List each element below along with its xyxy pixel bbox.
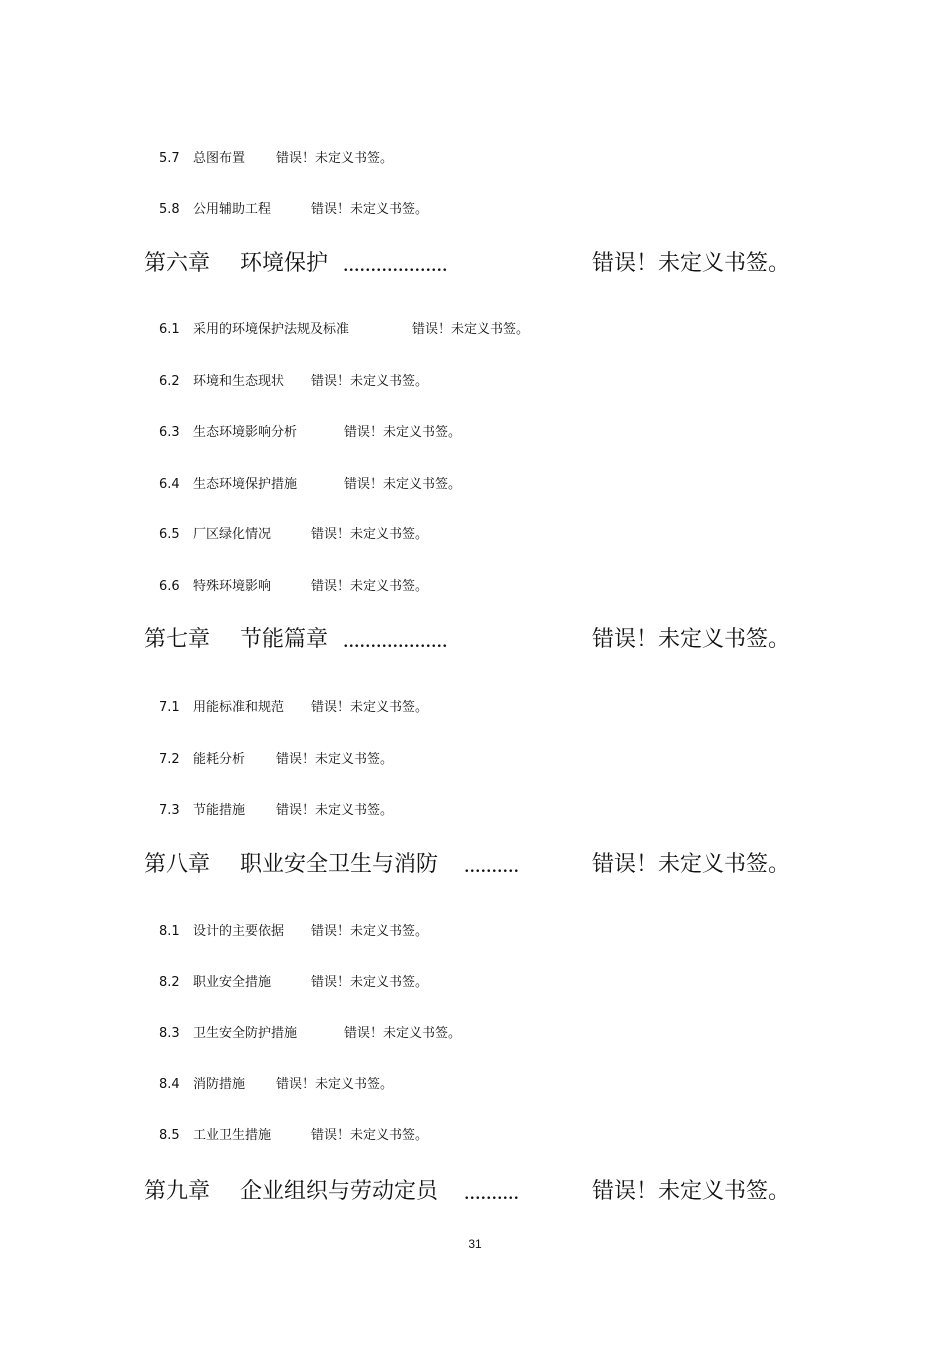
leader-dots: .......... [464, 852, 519, 877]
error-text: 错误！未定义书签。 [311, 527, 429, 542]
error-text: 错误！未定义书签。 [311, 579, 429, 594]
section-number: 8.4 [159, 1077, 180, 1092]
section-title: 工业卫生措施 [193, 1128, 272, 1143]
error-text: 错误！未定义书签。 [592, 852, 791, 877]
section-title: 厂区绿化情况 [193, 527, 272, 542]
section-title: 环境和生态现状 [193, 374, 285, 389]
chapter-number: 第七章 [144, 627, 211, 652]
section-number: 5.7 [159, 151, 180, 166]
section-number: 6.3 [159, 425, 180, 440]
leader-dots: .......... [464, 1179, 519, 1204]
error-text: 错误！未定义书签。 [311, 374, 429, 389]
section-title: 设计的主要依据 [193, 924, 285, 939]
section-title: 消防措施 [193, 1077, 246, 1092]
section-number: 7.2 [159, 752, 180, 767]
section-number: 8.1 [159, 924, 180, 939]
section-title: 生态环境保护措施 [193, 477, 298, 492]
leader-dots: ................... [343, 251, 448, 276]
section-title: 节能措施 [193, 803, 246, 818]
section-number: 6.4 [159, 477, 180, 492]
leader-dots: ................... [343, 627, 448, 652]
error-text: 错误！未定义书签。 [276, 803, 394, 818]
error-text: 错误！未定义书签。 [412, 322, 530, 337]
error-text: 错误！未定义书签。 [592, 251, 791, 276]
section-title: 采用的环境保护法规及标准 [193, 322, 350, 337]
section-title: 职业安全措施 [193, 975, 272, 990]
section-title: 卫生安全防护措施 [193, 1026, 298, 1041]
error-text: 错误！未定义书签。 [276, 151, 394, 166]
error-text: 错误！未定义书签。 [311, 1128, 429, 1143]
section-number: 7.3 [159, 803, 180, 818]
error-text: 错误！未定义书签。 [311, 975, 429, 990]
section-number: 6.1 [159, 322, 180, 337]
error-text: 错误！未定义书签。 [344, 477, 462, 492]
section-title: 特殊环境影响 [193, 579, 272, 594]
chapter-number: 第八章 [144, 852, 211, 877]
chapter-number: 第六章 [144, 251, 211, 276]
section-number: 6.5 [159, 527, 180, 542]
section-title: 生态环境影响分析 [193, 425, 298, 440]
chapter-number: 第九章 [144, 1179, 211, 1204]
error-text: 错误！未定义书签。 [344, 1026, 462, 1041]
error-text: 错误！未定义书签。 [276, 1077, 394, 1092]
error-text: 错误！未定义书签。 [276, 752, 394, 767]
section-number: 5.8 [159, 202, 180, 217]
section-title: 能耗分析 [193, 752, 246, 767]
error-text: 错误！未定义书签。 [592, 1179, 791, 1204]
section-number: 7.1 [159, 700, 180, 715]
section-title: 用能标准和规范 [193, 700, 285, 715]
chapter-title: 环境保护 [240, 251, 329, 276]
error-text: 错误！未定义书签。 [311, 924, 429, 939]
section-title: 公用辅助工程 [193, 202, 272, 217]
error-text: 错误！未定义书签。 [592, 627, 791, 652]
section-number: 6.2 [159, 374, 180, 389]
section-number: 8.2 [159, 975, 180, 990]
chapter-title: 职业安全卫生与消防 [240, 852, 439, 877]
section-title: 总图布置 [193, 151, 246, 166]
chapter-title: 节能篇章 [240, 627, 329, 652]
section-number: 6.6 [159, 579, 180, 594]
error-text: 错误！未定义书签。 [311, 700, 429, 715]
page-number: 31 [468, 1237, 482, 1251]
error-text: 错误！未定义书签。 [311, 202, 429, 217]
error-text: 错误！未定义书签。 [344, 425, 462, 440]
chapter-title: 企业组织与劳动定员 [240, 1179, 439, 1204]
section-number: 8.5 [159, 1128, 180, 1143]
section-number: 8.3 [159, 1026, 180, 1041]
